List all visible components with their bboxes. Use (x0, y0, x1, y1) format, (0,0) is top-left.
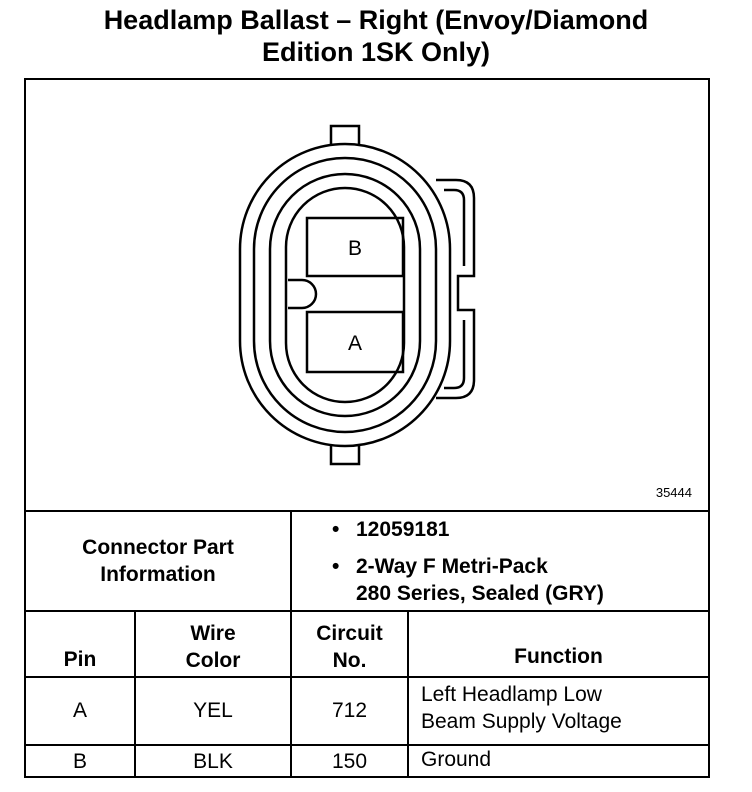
row-a-function: Left Headlamp Low Beam Supply Voltage (421, 683, 622, 733)
header-wire-color: Wire Color (185, 622, 241, 672)
connector-type: 2-Way F Metri-Pack (356, 555, 548, 578)
row-b-circuit: 150 (331, 750, 368, 773)
outer-housing (240, 144, 450, 446)
part-number: 12059181 (356, 518, 450, 541)
side-lock-clip (436, 180, 474, 398)
housing-ring (254, 158, 436, 432)
connector-info-label: Connector Part Information (82, 536, 234, 586)
connector-frame (24, 78, 710, 778)
row-a-pin: A (72, 699, 87, 722)
pin-label-a: A (347, 332, 363, 355)
header-pin: Pin (63, 648, 97, 671)
connector-info-bullets: • 12059181 • 2-Way F Metri-Pack 280 Series, Sealed (GRY) (332, 518, 604, 605)
row-b-pin: B (72, 750, 87, 773)
diagram-title (0, 4, 752, 68)
connector-drawing (26, 80, 708, 512)
row-b-color: BLK (193, 750, 233, 773)
rule-info-bottom (26, 610, 708, 612)
header-function: Function (514, 645, 603, 668)
row-b-function: Ground (421, 748, 492, 771)
rule-col-function (407, 610, 409, 776)
top-latch-tab (331, 126, 359, 144)
row-a-color: YEL (193, 699, 233, 722)
header-circuit: Circuit No. (316, 622, 383, 672)
connector-series: 280 Series, Sealed (GRY) (356, 582, 604, 605)
pin-label-b: B (347, 237, 363, 260)
rule-row-a-bottom (26, 744, 708, 746)
key-notch (288, 280, 316, 308)
bottom-latch-tab (331, 446, 359, 464)
figure-id: 35444 (655, 485, 692, 500)
row-a-circuit: 712 (331, 699, 368, 722)
connector-diagram (26, 80, 708, 512)
title-line-1: Headlamp Ballast – Right (Envoy/Diamond (103, 5, 649, 35)
rule-diagram-bottom (26, 510, 708, 512)
title-line-2: Edition 1SK Only) (261, 37, 490, 67)
rule-header-bottom (26, 676, 708, 678)
